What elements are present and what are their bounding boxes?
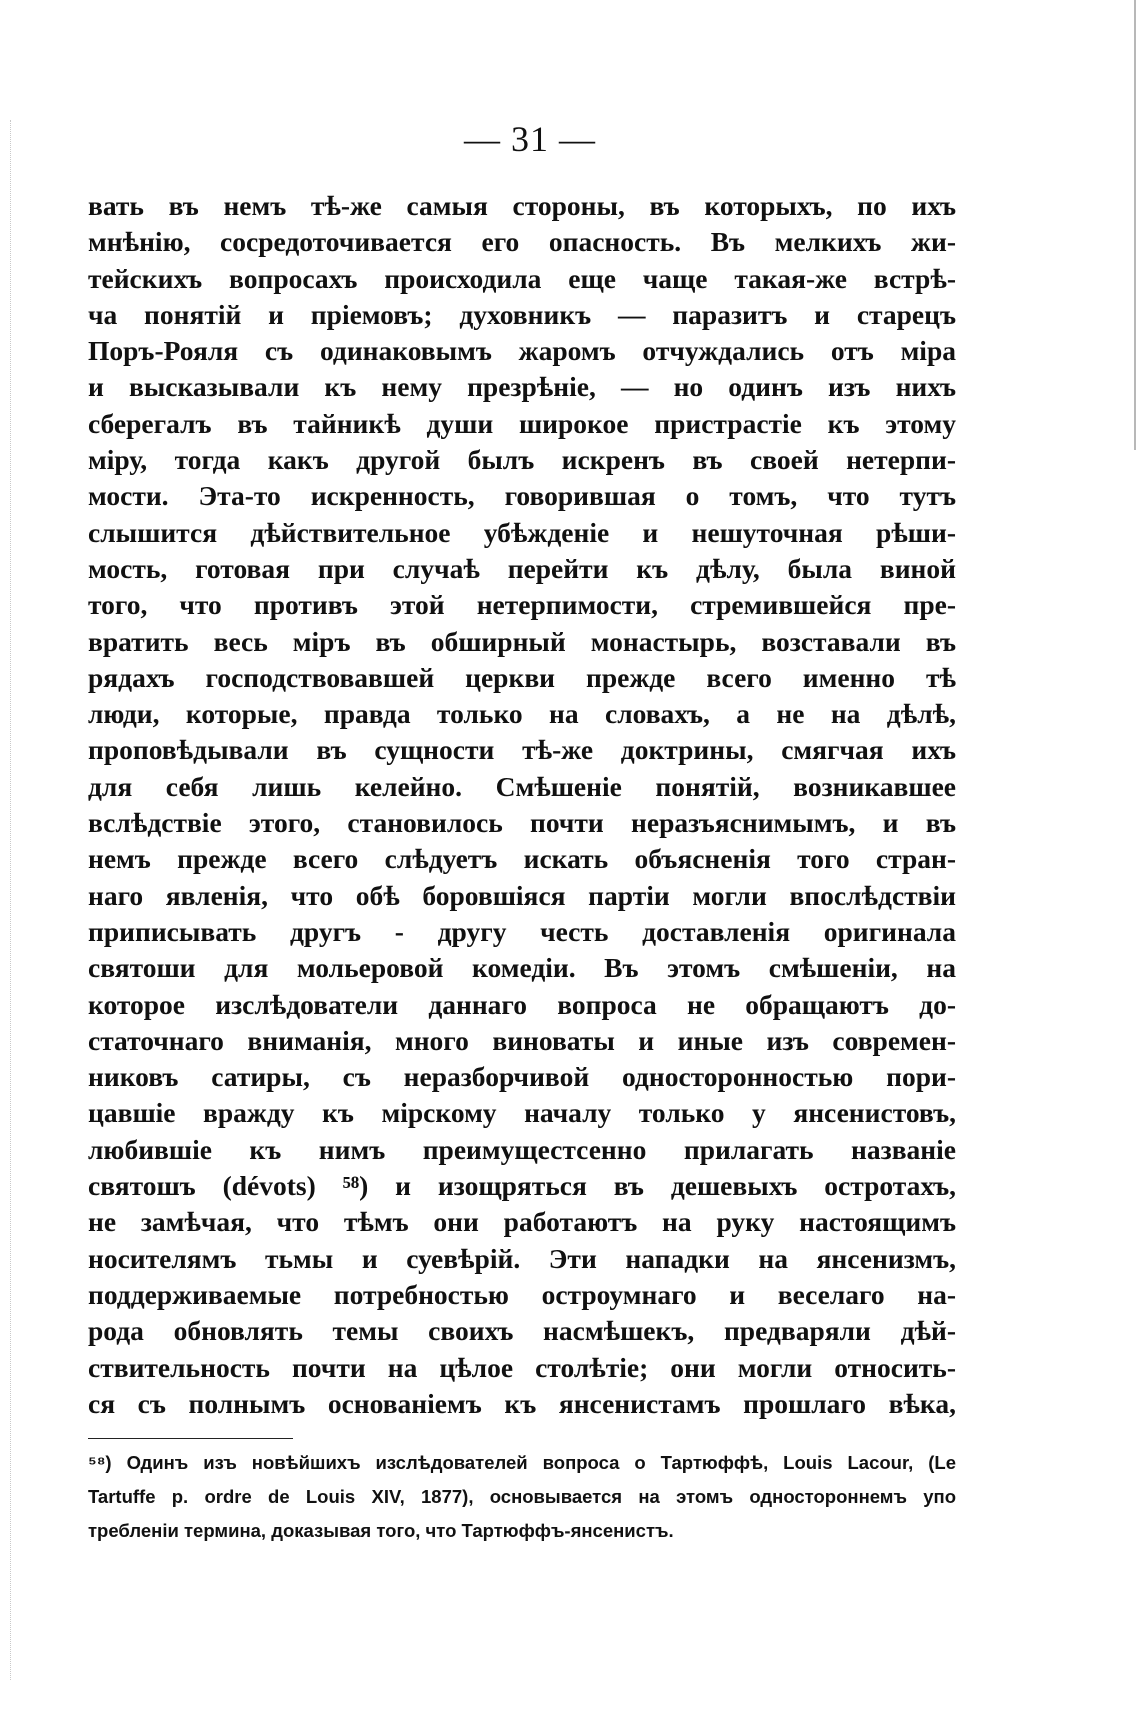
- text-line: мость, готовая при случаѣ перейти къ дѣлу, была виной: [88, 552, 956, 584]
- text-line: ча понятій и пріемовъ; духовникъ — паразитъ и старецъ: [88, 298, 956, 330]
- text-line: Поръ-Рояля съ одинаковымъ жаромъ отчуждались отъ міра: [88, 335, 956, 367]
- text-line: наго явленія, что обѣ боровшіяся партіи могли впослѣдствіи: [88, 879, 956, 911]
- text-line: тейскихъ вопросахъ происходила еще чаще такая-же встрѣ-: [88, 262, 956, 294]
- text-line: слышится дѣйствительное убѣжденіе и нешуточная рѣши-: [88, 516, 956, 548]
- text-line: проповѣдывали въ сущности тѣ-же доктрины, смягчая ихъ: [88, 734, 956, 766]
- text-line: рядахъ господствовавшей церкви прежде всего именно тѣ: [88, 661, 956, 693]
- footnote-line: Tartuffe p. ordre de Louis XIV, 1877), основывается на этомъ одностороннемъ упо: [88, 1486, 956, 1507]
- footnote-line: требленіи термина, доказывая того, что Тартюффъ-янсенистъ.: [88, 1520, 674, 1541]
- page-number: — 31 —: [464, 119, 596, 159]
- scan-edge-left: [10, 120, 12, 1680]
- text-line: того, что противъ этой нетерпимости, стремившейся пре-: [88, 589, 956, 621]
- main-text: [88, 188, 956, 1422]
- text-line: не замѣчая, что тѣмъ они работаютъ на руку настоящимъ: [88, 1206, 956, 1238]
- text-line: вратить весь міръ въ обширный монастырь, возставали въ: [88, 625, 956, 657]
- text-line: сберегалъ въ тайникѣ души широкое пристрастіе къ этому: [88, 407, 956, 439]
- text-line: поддерживаемые потребностью остроумнаго и веселаго на-: [88, 1278, 956, 1310]
- text-line: рода обновлять темы своихъ насмѣшекъ, предваряли дѣй-: [88, 1315, 956, 1347]
- text-line: мнѣнію, сосредоточивается его опасность. Въ мелкихъ жи-: [88, 226, 956, 258]
- text-line: никовъ сатиры, съ неразборчивой односторонностью пори-: [88, 1061, 956, 1093]
- footnote-line: ⁵⁸) Одинъ изъ новѣйшихъ изслѣдователей вопроса о Тартюффѣ, Louis Lacour, (Le: [88, 1452, 956, 1473]
- text-line: носителямъ тьмы и суевѣрій. Эти нападки на янсенизмъ,: [88, 1242, 956, 1274]
- text-line: люди, которые, правда только на словахъ, а не на дѣлѣ,: [88, 698, 956, 730]
- text-line: статочнаго вниманія, много виноваты и иные изъ современ-: [88, 1024, 956, 1056]
- scan-edge-right: [1134, 0, 1136, 450]
- text-line: вслѣдствіе этого, становилось почти неразъяснимымъ, и въ: [88, 807, 956, 839]
- footnote-separator: [88, 1438, 293, 1439]
- text-line: міру, тогда какъ другой былъ искренъ въ своей нетерпи-: [88, 444, 956, 476]
- footnote: [88, 1446, 956, 1548]
- text-line: ствительность почти на цѣлое столѣтіе; они могли относить-: [88, 1351, 956, 1383]
- text-line: которое изслѣдователи даннаго вопроса не обращаютъ до-: [88, 988, 956, 1020]
- text-line: приписывать другъ - другу честь доставленія оригинала: [88, 915, 956, 947]
- text-line: любившіе къ нимъ преимущестсенно прилагать названіе: [88, 1133, 956, 1165]
- text-line: святоши для мольеровой комедіи. Въ этомъ смѣшеніи, на: [88, 952, 956, 984]
- text-line: мости. Эта-то искренность, говорившая о томъ, что тутъ: [88, 480, 956, 512]
- text-line: и высказывали къ нему презрѣніе, — но одинъ изъ нихъ: [88, 371, 956, 403]
- text-line: немъ прежде всего слѣдуетъ искать объясненія того стран-: [88, 843, 956, 875]
- text-line: цавшіе вражду къ мірскому началу только у янсенистовъ,: [88, 1097, 956, 1129]
- text-line: святошъ (dévots) ⁵⁸) и изощряться въ дешевыхъ остротахъ,: [88, 1170, 956, 1202]
- text-line: ся съ полнымъ основаніемъ къ янсенистамъ прошлаго вѣка,: [88, 1387, 956, 1419]
- text-line: вать въ немъ тѣ-же самыя стороны, въ которыхъ, по ихъ: [88, 190, 956, 221]
- text-line: для себя лишь келейно. Смѣшеніе понятій, возникавшее: [88, 770, 956, 802]
